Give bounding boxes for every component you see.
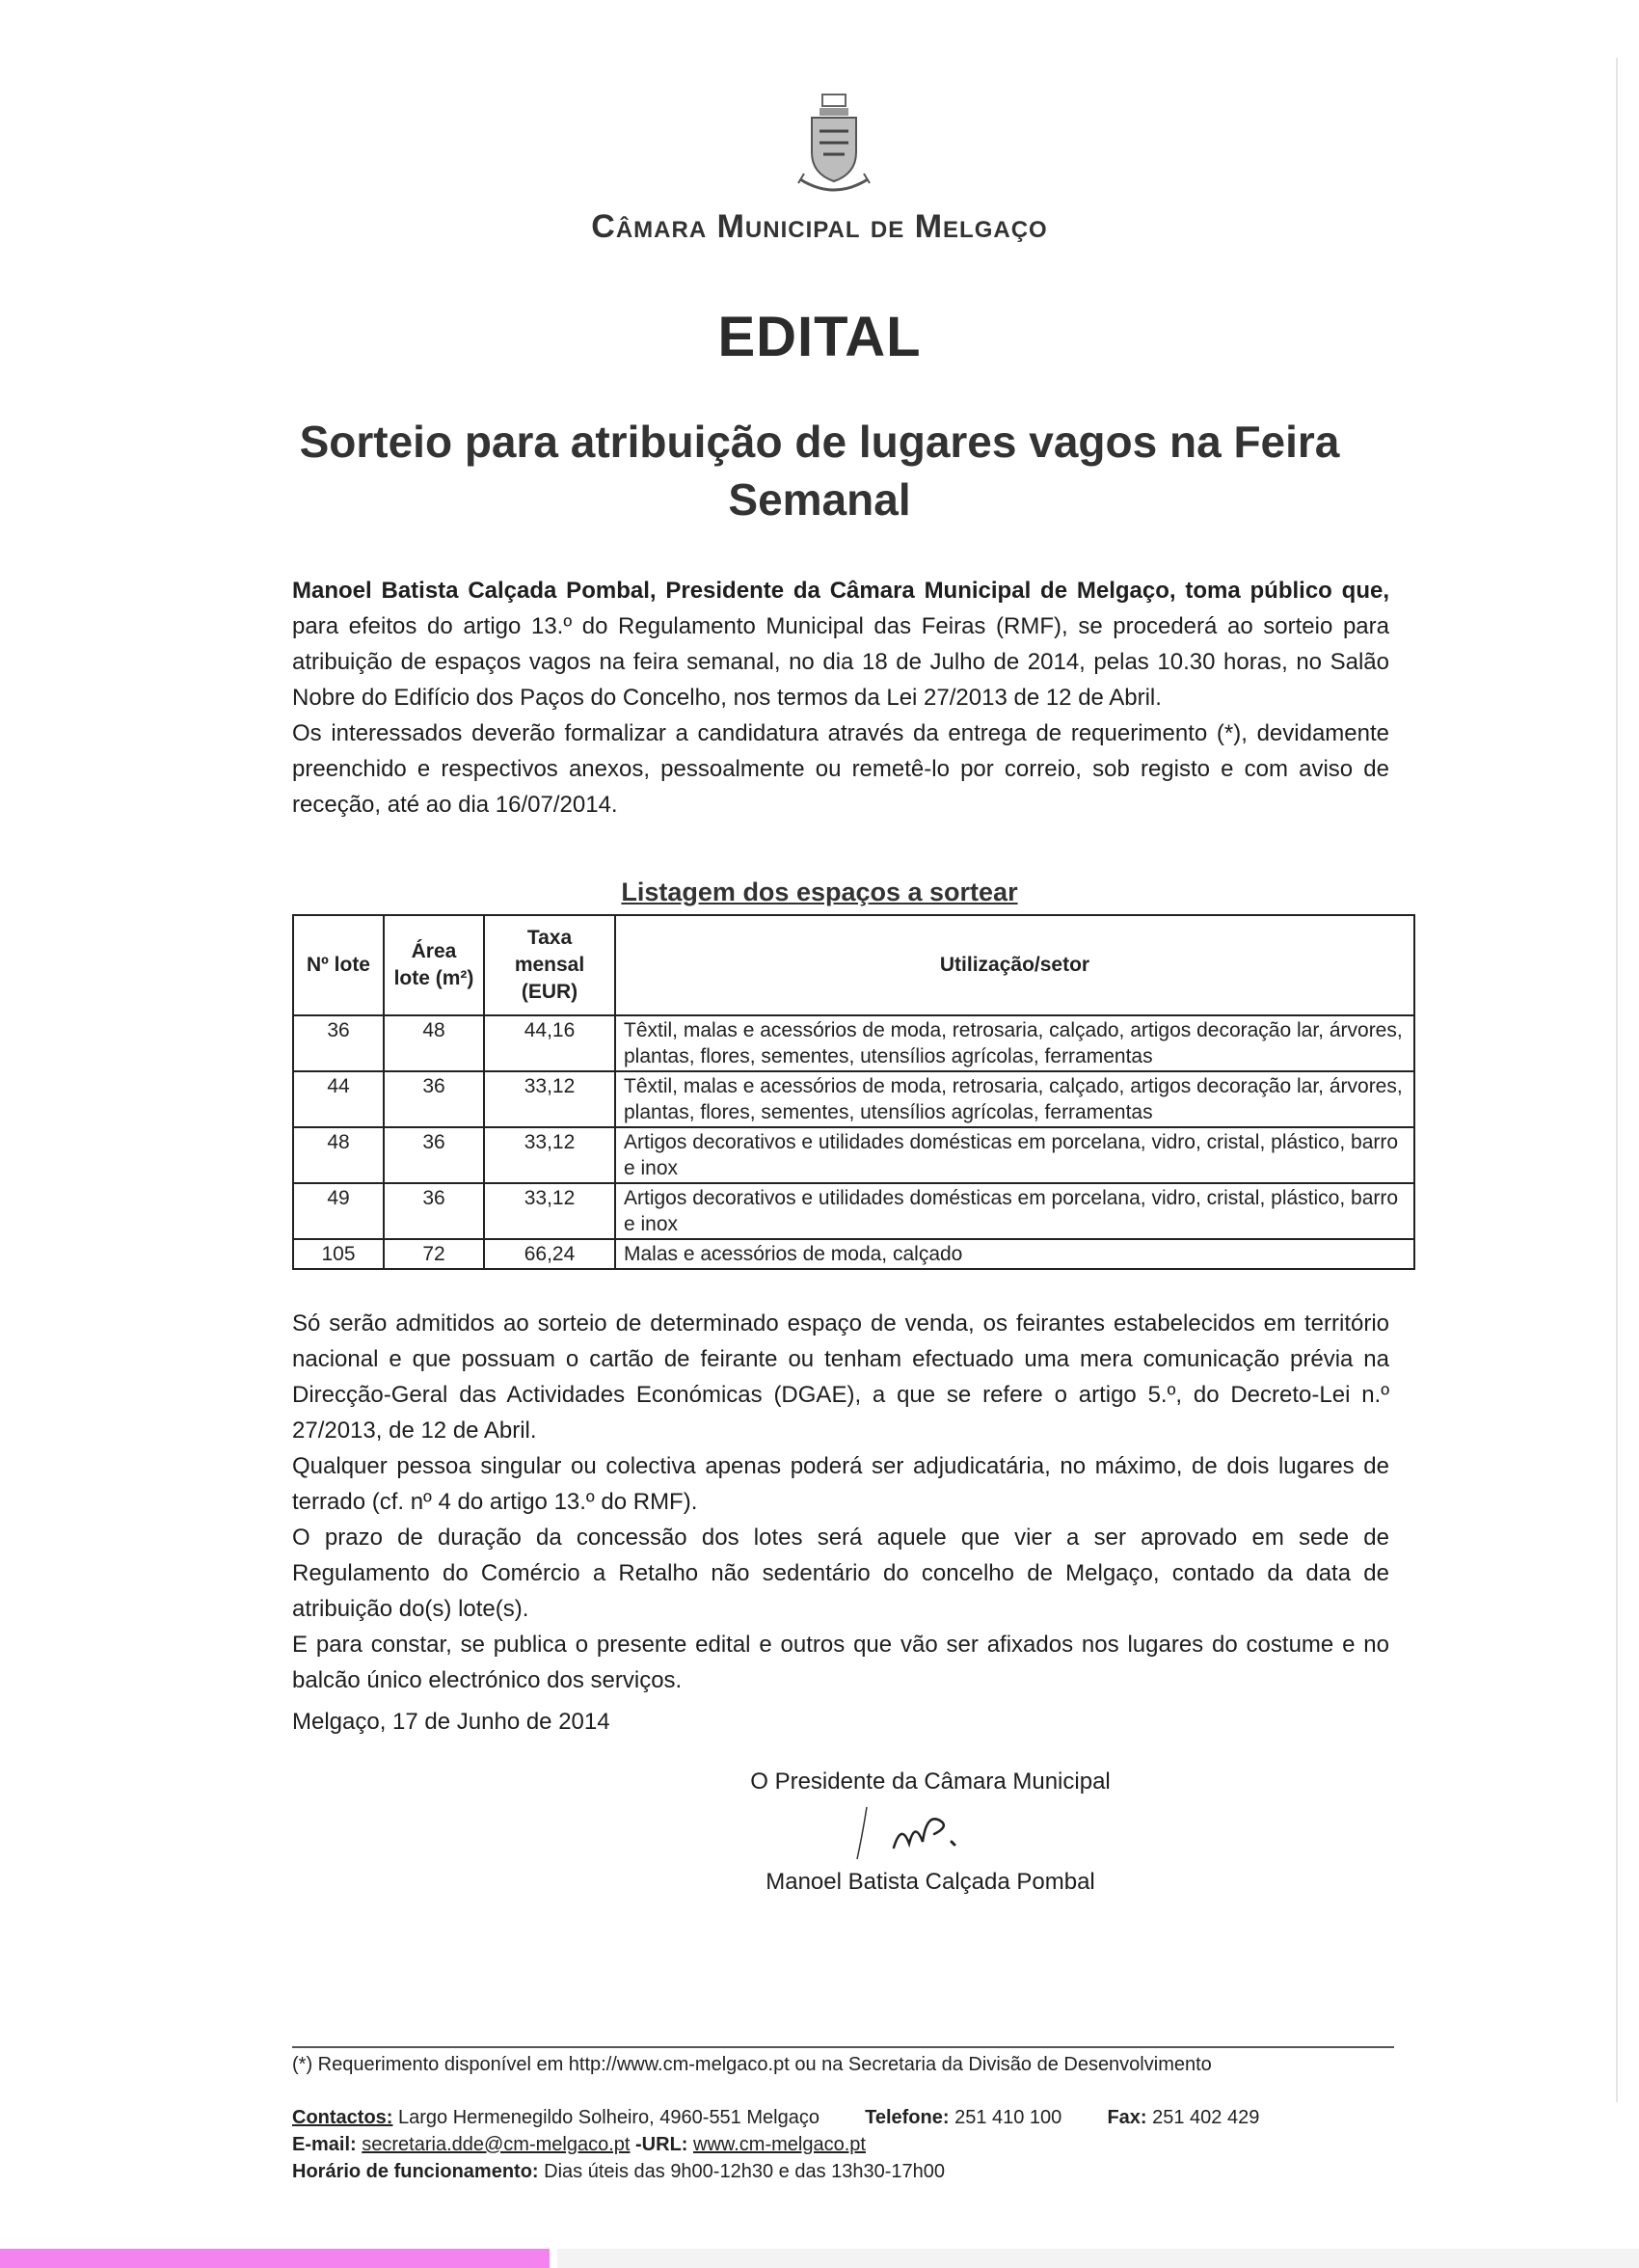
fax-label: Fax:	[1107, 2107, 1147, 2128]
table-row	[293, 1183, 1414, 1239]
cell-lote: 44	[293, 1071, 384, 1127]
email-label: E-mail:	[292, 2134, 357, 2155]
cell-uso: Artigos decorativos e utilidades domésticas em porcelana, vidro, cristal, plástico, barro e inox	[615, 1183, 1414, 1239]
cell-taxa: 66,24	[484, 1239, 615, 1269]
cell-area: 36	[384, 1071, 484, 1127]
scan-color-band-pink	[0, 2249, 550, 2268]
cell-taxa: 33,12	[484, 1127, 615, 1183]
header-lote: Nº lote	[293, 915, 384, 1015]
phone-value: 251 410 100	[954, 2107, 1062, 2128]
cell-lote: 49	[293, 1183, 384, 1239]
contacts-block	[292, 2104, 1394, 2185]
hours-value: Dias úteis das 9h00-12h30 e das 13h30-17h00	[544, 2161, 946, 2182]
table-caption	[0, 878, 1639, 907]
website-link[interactable]: www.cm-melgaco.pt	[693, 2134, 866, 2155]
document-subtitle: Sorteio para atribuição de lugares vagos na Feira Semanal	[299, 417, 1340, 525]
url-label: -URL:	[635, 2134, 688, 2155]
cell-taxa: 33,12	[484, 1183, 615, 1239]
signatory-role: O Presidente da Câmara Municipal	[750, 1768, 1111, 1795]
intro-paragraph	[292, 573, 1389, 716]
municipal-crest-icon	[791, 93, 877, 201]
application-paragraph: Os interessados deverão formalizar a candidatura através da entrega de requerimento (*), devidamente preenchido e respectivos anexos, pessoalmente ou remetê-lo por correio, sob registo e com aviso de receção, até ao dia 16/07/2014.	[292, 720, 1389, 818]
condition-paragraph: O prazo de duração da concessão dos lotes será aquele que vier a ser aprovado em sede de Regulamento do Comércio a Retalho não sedentário do concelho de Melgaço, contado da data de atribuição do(s) lote(s).	[292, 1525, 1389, 1622]
condition-paragraph: Só serão admitidos ao sorteio de determinado espaço de venda, os feirantes estabelecidos em território nacional e que possuam o cartão de feirante ou tenham efectuado uma mera comunicação prévia na Direcção-Geral das Actividades Económicas (DGAE), a que se refere o artigo 5.º, do Decreto-Lei n.º 27/2013, de 12 de Abril.	[292, 1310, 1389, 1444]
table-header-row	[293, 915, 1414, 1015]
cell-uso: Malas e acessórios de moda, calçado	[615, 1239, 1414, 1269]
document-title: EDITAL	[717, 306, 922, 368]
cell-taxa: 33,12	[484, 1071, 615, 1127]
hours-label: Horário de funcionamento:	[292, 2161, 539, 2182]
cell-uso: Têxtil, malas e acessórios de moda, retrosaria, calçado, artigos decoração lar, árvores, plantas, flores, sementes, utensílios agrícolas, ferramentas	[615, 1071, 1414, 1127]
intro-body: para efeitos do artigo 13.º do Regulamento Municipal das Feiras (RMF), se procederá ao sorteio para atribuição de espaços vagos na feira semanal, no dia 18 de Julho de 2014, pelas 10.30 horas, no Salão Nobre do Edifício dos Paços do Concelho, nos termos da Lei 27/2013 de 12 de Abril.	[292, 613, 1389, 711]
email-link[interactable]: secretaria.dde@cm-melgaco.pt	[362, 2134, 631, 2155]
lots-table	[292, 914, 1415, 1270]
contacts-row-address	[292, 2104, 1394, 2131]
signature-block	[742, 1768, 1118, 1896]
conditions-section	[292, 1306, 1389, 1698]
footer-divider	[292, 2046, 1394, 2048]
table-row	[293, 1239, 1414, 1269]
cell-lote: 105	[293, 1239, 384, 1269]
table-row	[293, 1015, 1414, 1071]
contacts-label: Contactos:	[292, 2107, 393, 2128]
fax-value: 251 402 429	[1152, 2107, 1260, 2128]
cell-taxa: 44,16	[484, 1015, 615, 1071]
signatory-name: Manoel Batista Calçada Pombal	[766, 1869, 1095, 1895]
place-date: Melgaço, 17 de Junho de 2014	[292, 1709, 610, 1735]
contacts-row-email	[292, 2131, 1394, 2158]
table-row	[293, 1071, 1414, 1127]
cell-area: 36	[384, 1127, 484, 1183]
contacts-row-hours	[292, 2158, 1394, 2185]
header-uso: Utilização/setor	[615, 915, 1414, 1015]
institution-name: Câmara Municipal de Melgaço	[591, 208, 1048, 245]
cell-area: 48	[384, 1015, 484, 1071]
scan-color-band	[0, 2249, 1639, 2268]
cell-lote: 48	[293, 1127, 384, 1183]
cell-area: 72	[384, 1239, 484, 1269]
header-area: Área lote (m²)	[384, 915, 484, 1015]
handwritten-signature	[844, 1803, 1017, 1863]
header-taxa: Taxa mensal (EUR)	[484, 915, 615, 1015]
phone-label: Telefone:	[865, 2107, 950, 2128]
table-caption-text: Listagem dos espaços a sortear	[621, 878, 1018, 906]
cell-uso: Têxtil, malas e acessórios de moda, retrosaria, calçado, artigos decoração lar, árvores, plantas, flores, sementes, utensílios agrícolas, ferramentas	[615, 1015, 1414, 1071]
cell-lote: 36	[293, 1015, 384, 1071]
cell-uso: Artigos decorativos e utilidades domésticas em porcelana, vidro, cristal, plástico, barro e inox	[615, 1127, 1414, 1183]
intro-section	[292, 573, 1389, 823]
condition-paragraph: Qualquer pessoa singular ou colectiva apenas poderá ser adjudicatária, no máximo, de dois lugares de terrado (cf. nº 4 do artigo 13.º do RMF).	[292, 1453, 1389, 1515]
cell-area: 36	[384, 1183, 484, 1239]
footnote: (*) Requerimento disponível em http://www.cm-melgaco.pt ou na Secretaria da Divisão de Desenvolvimento	[292, 2054, 1212, 2075]
table-row	[293, 1127, 1414, 1183]
scan-color-band-grey	[557, 2249, 1639, 2268]
address-text: Largo Hermenegildo Solheiro, 4960-551 Melgaço	[398, 2107, 820, 2128]
intro-lead: Manoel Batista Calçada Pombal, Presidente da Câmara Municipal de Melgaço, toma público que,	[292, 578, 1389, 604]
condition-paragraph: E para constar, se publica o presente edital e outros que vão ser afixados nos lugares do costume e no balcão único electrónico dos serviços.	[292, 1632, 1389, 1693]
